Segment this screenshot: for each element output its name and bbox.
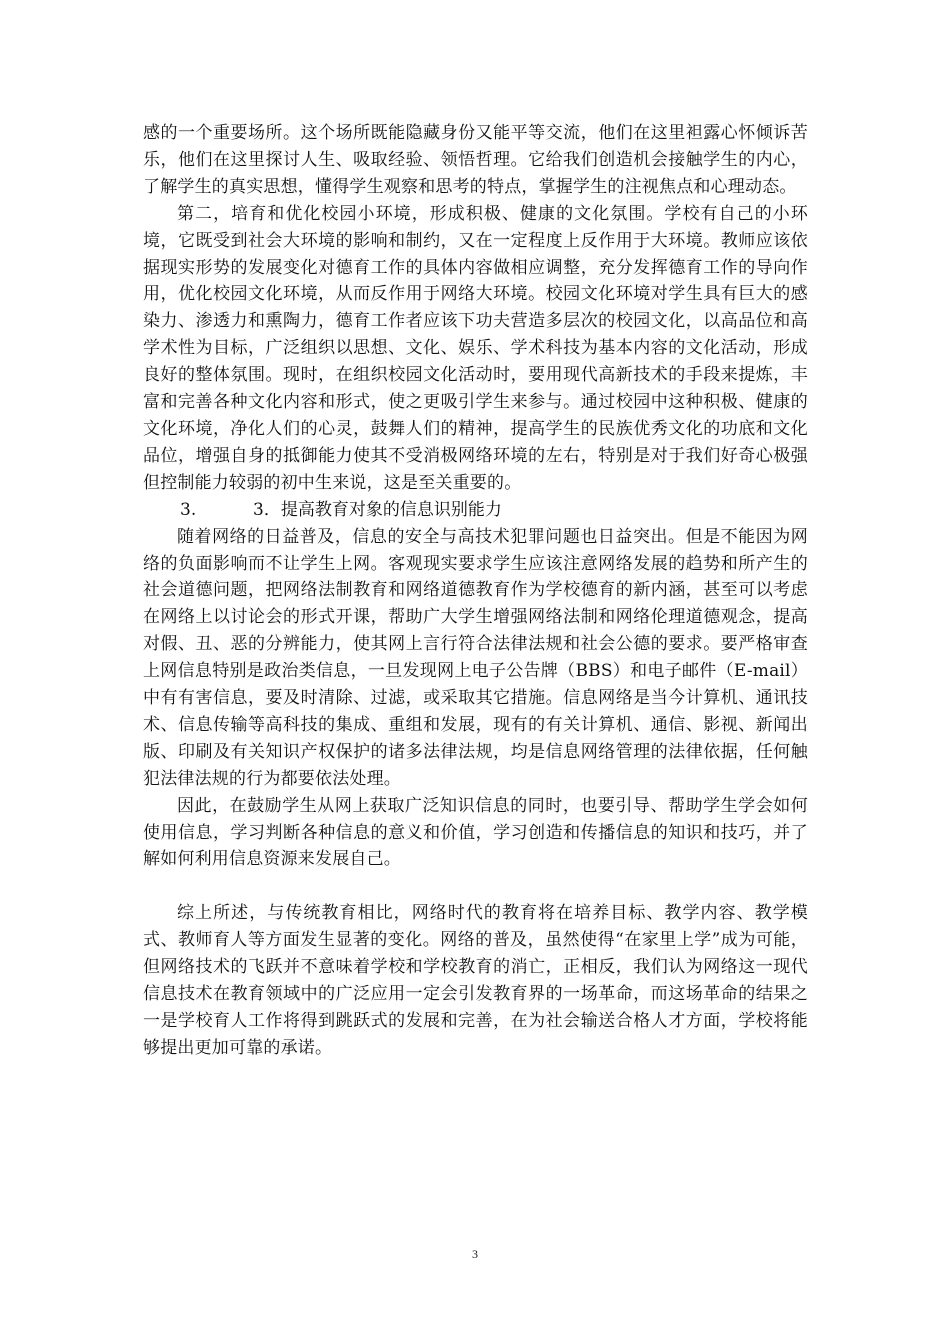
paragraph-conclusion: 综上所述，与传统教育相比，网络时代的教育将在培养目标、教学内容、教学模式、教师育人等方面发生显著的变化。网络的普及，虽然使得“在家里上学”成为可能，但网络技术的飞跃并不意味着学校和学校教育的消亡，正相反，我们认为网络这一现代信息技术在教育领域中的广泛应用一定会引发教育界的一场革命，而这场革命的结果之一是学校育人工作将得到跳跃式的发展和完善，在为社会输送合格人才方面，学校将能够提出更加可靠的承诺。 xyxy=(143,903,808,1058)
body-text xyxy=(143,120,808,1062)
page-number: 3 xyxy=(472,1247,478,1261)
paragraph-guidance: 因此，在鼓励学生从网上获取广泛知识信息的同时，也要引导、帮助学生学会如何使用信息，学习判断各种信息的意义和价值，学习创造和传播信息的知识和技巧，并了解如何利用信息资源来发展自己。 xyxy=(143,795,808,870)
paragraph-continued: 感的一个重要场所。这个场所既能隐藏身份又能平等交流，他们在这里袒露心怀倾诉苦乐，他们在这里探讨人生、吸取经验、领悟哲理。它给我们创造机会接触学生的内心，了解学生的真实思想，懂得学生观察和思考的特点，掌握学生的注视焦点和心理动态。 xyxy=(143,123,808,197)
paragraph-spacer xyxy=(143,873,808,900)
section-heading xyxy=(143,497,808,524)
heading-text: 3．提高教育对象的信息识别能力 xyxy=(253,499,502,520)
paragraph-campus-environment: 第二，培育和优化校园小环境，形成积极、健康的文化氛围。学校有自己的小环境，它既受到社会大环境的影响和制约，又在一定程度上反作用于大环境。教师应该依据现实形势的发展变化对德育工作的具体内容做相应调整，充分发挥德育工作的导向作用，优化校园文化环境，从而反作用于网络大环境。校园文化环境对学生具有巨大的感染力、渗透力和熏陶力，德育工作者应该下功夫营造多层次的校园文化，以高品位和高学术性为目标，广泛组织以思想、文化、娱乐、学术科技为基本内容的文化活动，形成良好的整体氛围。现时，在组织校园文化活动时，要用现代高新技术的手段来提炼，丰富和完善各种文化内容和形式，使之更吸引学生来参与。通过校园中这种积极、健康的文化环境，净化人们的心灵，鼓舞人们的精神，提高学生的民族优秀文化的功底和文化品位，增强自身的抵御能力使其不受消极网络环境的左右，特别是对于我们好奇心极强但控制能力较弱的初中生来说，这是至关重要的。 xyxy=(143,203,808,493)
heading-number: 3. xyxy=(180,499,197,520)
paragraph-information-security: 随着网络的日益普及，信息的安全与高技术犯罪问题也日益突出。但是不能因为网络的负面影响而不让学生上网。客观现实要求学生应该注意网络发展的趋势和所产生的社会道德问题，把网络法制教育和网络道德教育作为学校德育的新内涵，甚至可以考虑在网络上以讨论会的形式开课，帮助广大学生增强网络法制和网络伦理道德观念，提高对假、丑、恶的分辨能力，使其网上言行符合法律法规和社会公德的要求。要严格审查上网信息特别是政治类信息，一旦发现网上电子公告牌（BBS）和电子邮件（E-mail）中有有害信息，要及时清除、过滤，或采取其它措施。信息网络是当今计算机、通讯技术、信息传输等高科技的集成、重组和发展，现有的有关计算机、通信、影视、新闻出版、印刷及有关知识产权保护的诸多法律法规，均是信息网络管理的法律依据，任何触犯法律法规的行为都要依法处理。 xyxy=(143,526,808,789)
